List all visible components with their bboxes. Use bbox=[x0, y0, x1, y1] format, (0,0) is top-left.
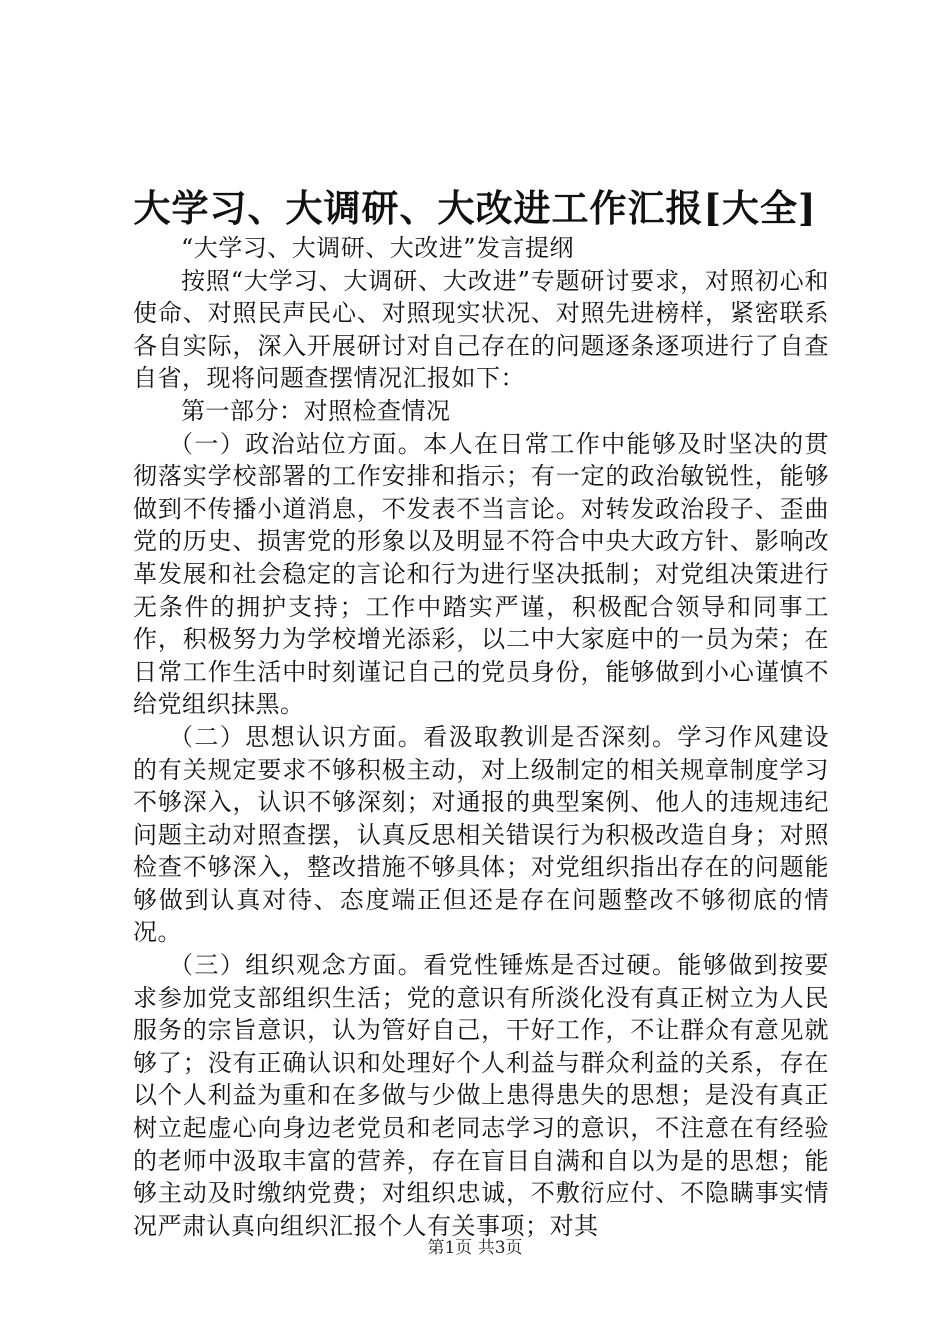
intro-paragraph: 按照“大学习、大调研、大改进”专题研讨要求，对照初心和使命、对照民声民心、对照现实状况、对照先进榜样，紧密联系各自实际，深入开展研讨对自己存在的问题逐条逐项进行了自查自省，现将问题查摆情况汇报如下： bbox=[133, 266, 829, 393]
subtitle-paragraph: “大学习、大调研、大改进”发言提纲 bbox=[181, 234, 575, 262]
page-number: 第1页 共3页 bbox=[427, 1238, 523, 1258]
item-ideological-awareness: （二）思想认识方面。看汲取教训是否深刻。学习作风建设的有关规定要求不够积极主动，对上级制定的相关规章制度学习不够深入，认识不够深刻；对通报的典型案例、他人的违规违纪问题主动对照查摆，认真反思相关错误行为积极改造自身；对照检查不够深入，整改措施不够具体；对党组织指出存在的问题能够做到认真对待、态度端正但还是存在问题整改不够彻底的情况。 bbox=[133, 722, 829, 947]
item-organizational-concept: （三）组织观念方面。看党性锤炼是否过硬。能够做到按要求参加党支部组织生活；党的意识有所淡化没有真正树立为人民服务的宗旨意识，认为管好自己，干好工作，不让群众有意见就够了；没有正确认识和处理好个人利益与群众利益的关系，存在以个人利益为重和在多做与少做上患得患失的思想；是没有真正树立起虚心向身边老党员和老同志学习的意识，不注意在有经验的老师中汲取丰富的营养，存在盲目自满和自以为是的思想；能够主动及时缴纳党费；对组织忠诚，不敷衍应付、不隐瞒事实情况严肃认真向组织汇报个人有关事项；对其 bbox=[133, 951, 829, 1240]
section-heading: 第一部分：对照检查情况 bbox=[181, 396, 451, 425]
item-political-stance: （一）政治站位方面。本人在日常工作中能够及时坚决的贯彻落实学校部署的工作安排和指示；有一定的政治敏锐性，能够做到不传播小道消息，不发表不当言论。对转发政治段子、歪曲党的历史、损害党的形象以及明显不符合中央大政方针、影响改革发展和社会稳定的言论和行为进行坚决抵制；对党组决策进行无条件的拥护支持；工作中踏实严谨，积极配合领导和同事工作，积极努力为学校增光添彩，以二中大家庭中的一员为荣；在日常工作生活中时刻谨记自己的党员身份，能够做到小心谨慎不给党组织抹黑。 bbox=[133, 429, 829, 719]
document-body bbox=[133, 232, 829, 1242]
document-title: 大学习、大调研、大改进工作汇报[大全] bbox=[133, 186, 817, 230]
